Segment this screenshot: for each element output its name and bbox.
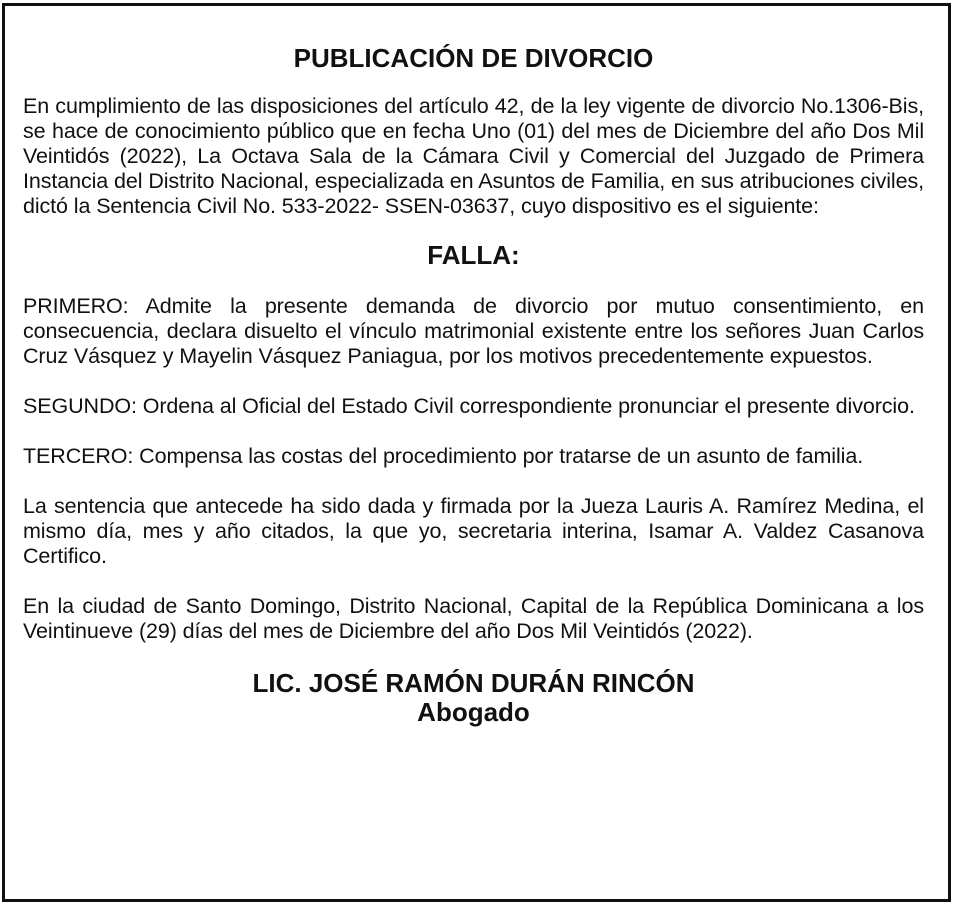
closing-paragraph: En la ciudad de Santo Domingo, Distrito Nacional, Capital de la República Dominicana a los Veintinueve (29) días del mes de Diciembre del año Dos Mil Veintidós (2022). bbox=[23, 594, 924, 643]
notice-body bbox=[23, 42, 924, 727]
notice-border bbox=[2, 3, 951, 902]
tercero-paragraph: TERCERO: Compensa las costas del procedimiento por tratarse de un asunto de familia. bbox=[23, 444, 864, 468]
segundo-paragraph: SEGUNDO: Ordena al Oficial del Estado Civil correspondiente pronunciar el presente divorcio. bbox=[23, 394, 915, 418]
primero-paragraph: PRIMERO: Admite la presente demanda de divorcio por mutuo consentimiento, en consecuencia, declara disuelto el vínculo matrimonial existente entre los señores Juan Carlos Cruz Vásquez y Mayelin Vásquez Paniagua, por los motivos precedentemente expuestos. bbox=[23, 294, 924, 368]
falla-heading: FALLA: bbox=[427, 240, 520, 270]
signature-block bbox=[23, 669, 924, 727]
signer-role: Abogado bbox=[417, 697, 530, 727]
certification-paragraph: La sentencia que antecede ha sido dada y firmada por la Jueza Lauris A. Ramírez Medina, el mismo día, mes y año citados, la que yo, secretaria interina, Isamar A. Valdez Casanova Certifico. bbox=[23, 494, 924, 568]
notice-title: PUBLICACIÓN DE DIVORCIO bbox=[293, 43, 654, 73]
intro-paragraph: En cumplimiento de las disposiciones del artículo 42, de la ley vigente de divorcio No.1306-Bis, se hace de conocimiento público que en fecha Uno (01) del mes de Diciembre del año Dos Mil Veintidós (2022), La Octava Sala de la Cámara Civil y Comercial del Juzgado de Primera Instancia del Distrito Nacional, especializada en Asuntos de Familia, en sus atribuciones civiles, dictó la Sentencia Civil No. 533-2022- SSEN-03637, cuyo dispositivo es el siguiente: bbox=[23, 94, 924, 218]
signer-name: LIC. JOSÉ RAMÓN DURÁN RINCÓN bbox=[252, 668, 695, 698]
